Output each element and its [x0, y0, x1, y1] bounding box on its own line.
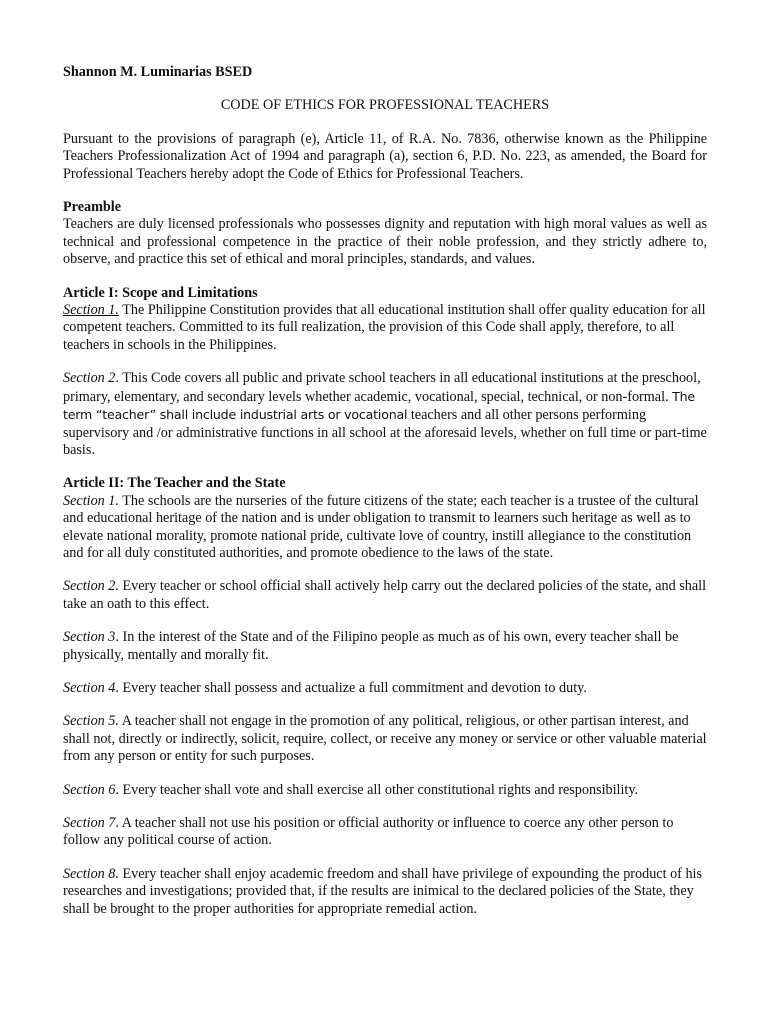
section-label: Section 4: [63, 679, 116, 696]
article-2-section-8: [63, 866, 707, 918]
section-label: Section 3: [63, 629, 116, 646]
section-text: . Every teacher shall possess and actualize a full commitment and devotion to duty.: [115, 679, 587, 696]
spacer: [63, 269, 707, 285]
document-title: CODE OF ETHICS FOR PROFESSIONAL TEACHERS: [220, 97, 550, 114]
article-2-heading: Article II: The Teacher and the State: [63, 475, 286, 492]
section-text: . In the interest of the State and of the Filipino people as much as of his own, every teacher shall be physically, mentally and morally fit.: [63, 629, 679, 663]
section-text: teachers and all other persons performing supervisory and /or administrative functions in all school at the aforesaid levels, whether on full time or part-time basis.: [63, 407, 707, 458]
spacer: [63, 562, 707, 578]
section-text: A teacher shall not engage in the promotion of any political, religious, or other partisan interest, and shall not, directly or indirectly, solicit, require, collect, or receive any money or service or other valuable material from any person or entity for such purposes.: [63, 713, 707, 765]
spacer: [63, 613, 707, 629]
section-text: Every teacher shall enjoy academic freedom and shall have privilege of expounding the product of his researches and investigations; provided that, if the results are inimical to the declared policies of the State, they shall be brought to the proper authorities for appropriate remedial action.: [63, 865, 703, 917]
section-label: Section 2: [63, 370, 116, 387]
intro-paragraph: Pursuant to the provisions of paragraph (e), Article 11, of R.A. No. 7836, otherwise known as the Philippine Teachers Professionalization Act of 1994 and paragraph (a), section 6, P.D. No. 223, as amended, the Board for Professional Teachers hereby adopt the Code of Ethics for Professional Teachers.: [63, 130, 707, 182]
section-label: Section 7: [63, 815, 116, 831]
section-text: . Every teacher shall vote and shall exercise all other constitutional rights and responsibility.: [115, 781, 639, 798]
section-text: The Philippine Constitution provides that all educational institution shall offer quality education for all competent teachers. Committed to its full realization, the provision of this Code shall apply, therefore, to all teachers in schools in the Philippines.: [63, 302, 706, 353]
article-2-section-2: [63, 578, 707, 613]
section-label: Section 5.: [63, 713, 119, 730]
section-label: Section 1.: [63, 492, 119, 509]
spacer: [63, 766, 707, 782]
spacer: [63, 664, 707, 680]
article-2-section-5: [63, 713, 707, 765]
section-text: The schools are the nurseries of the future citizens of the state; each teacher is a trustee of the cultural and educational heritage of the nation and is under obligation to transmit to learners such heritage as well as to elevate national morality, promote national pride, cultivate love of country, instill allegiance to the constitution and for all duly constituted authorities, and promote obedience to the laws of the state.: [63, 492, 699, 561]
section-label: Section 8.: [63, 865, 119, 882]
document-page: [63, 64, 707, 918]
article-2-section-1: [63, 493, 707, 563]
section-text: . A teacher shall not use his position or official authority or influence to coerce any other person to follow any political course of action.: [63, 815, 674, 849]
article-2-section-4: [63, 680, 707, 697]
article-2-section-3: [63, 629, 707, 664]
article-2-section-6: [63, 782, 707, 799]
section-label: Section 1.: [63, 302, 119, 319]
article-1-heading: Article I: Scope and Limitations: [63, 284, 258, 301]
spacer: [63, 459, 707, 475]
section-text: Every teacher or school official shall actively help carry out the declared policies of the state, and shall take an oath to this effect.: [63, 578, 707, 612]
section-text: . This Code covers all public and private school teachers in all educational institutions at the preschool, primary, elementary, and secondary levels whether academic, vocational, special, technical, or non-formal.: [63, 370, 701, 405]
spacer: [63, 799, 707, 815]
article-1-section-2: [63, 370, 707, 459]
section-text-sans: The term “teacher” shall include industrial arts or vocational: [63, 388, 695, 423]
section-label: Section 2.: [63, 578, 119, 595]
article-2-section-7: [63, 815, 707, 850]
author-name: Shannon M. Luminarias BSED: [63, 64, 253, 80]
spacer: [63, 183, 707, 199]
spacer: [63, 697, 707, 713]
preamble-text: Teachers are duly licensed professionals who possesses dignity and reputation with high moral values as well as technical and professional competence in the practice of their noble profession, and they strictly adhere to, observe, and practice this set of ethical and moral principles, standards, and values.: [63, 216, 707, 268]
section-label: Section 6: [63, 781, 116, 798]
spacer: [63, 850, 707, 866]
spacer: [63, 354, 707, 370]
article-1-section-1: [63, 302, 707, 354]
preamble-heading: Preamble: [63, 199, 122, 216]
